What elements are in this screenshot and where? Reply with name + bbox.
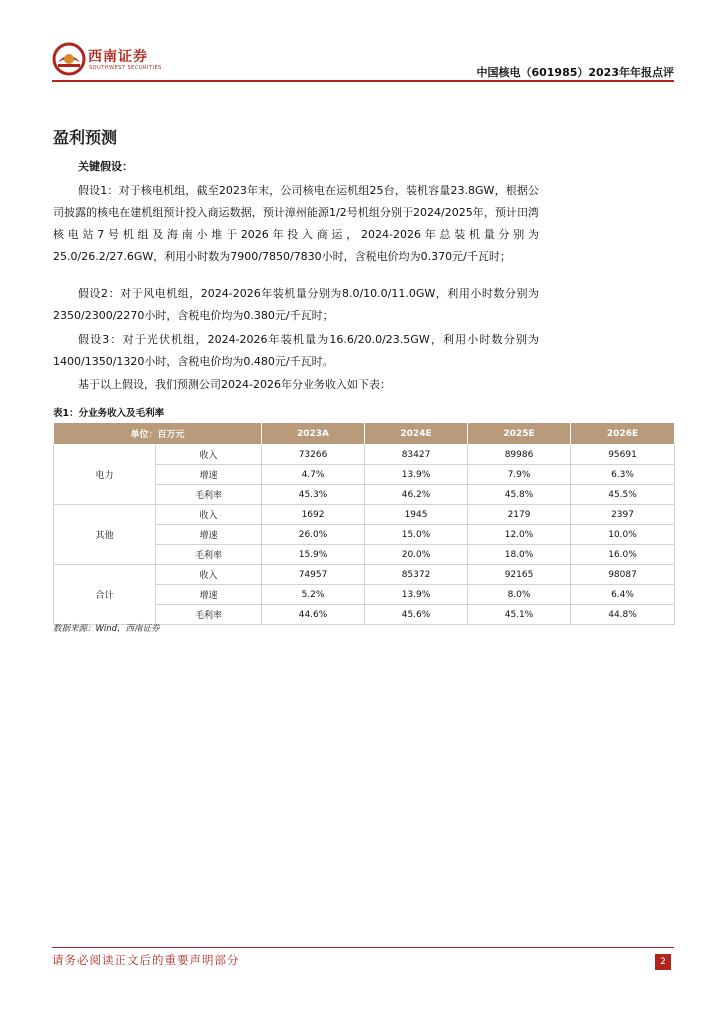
assumption-1-paragraph: 假设1：对于核电机组，截至2023年末，公司核电在运机组25台，装机容量23.8GW，根据公司披露的核电在建机组预计投入商运数据，预计漳州能源1/2号机组分别于2024/2025年，预计田湾核电站7号机组及海南小堆于2026年投入商运，2024-2026年总装机量分别为25.0/26.2/27.6GW，利用小时数为7900/7850/7830小时，含税电价均为0.370元/千瓦时； bbox=[53, 184, 539, 263]
summary-paragraph: 基于以上假设，我们预测公司2024-2026年分业务收入如下表： bbox=[78, 378, 391, 391]
footer-divider bbox=[52, 947, 674, 948]
table-cell: 13.9% bbox=[365, 585, 468, 605]
logo-chinese-name: 西南证券 bbox=[88, 49, 148, 65]
page-number: 2 bbox=[655, 954, 671, 970]
table-cell: 20.0% bbox=[365, 545, 468, 565]
table-cell: 4.7% bbox=[262, 465, 365, 485]
metric-label: 增速 bbox=[156, 465, 262, 485]
page-header bbox=[52, 40, 674, 82]
metric-label: 增速 bbox=[156, 525, 262, 545]
table-cell: 83427 bbox=[365, 445, 468, 465]
table-cell: 6.3% bbox=[571, 465, 675, 485]
segment-label: 其他 bbox=[54, 505, 156, 565]
key-assumptions-title: 关键假设： bbox=[78, 160, 133, 173]
table-cell: 45.1% bbox=[468, 605, 571, 625]
metric-label: 收入 bbox=[156, 445, 262, 465]
table-cell: 95691 bbox=[571, 445, 675, 465]
table-cell: 45.5% bbox=[571, 485, 675, 505]
table-cell: 46.2% bbox=[365, 485, 468, 505]
year-header: 2024E bbox=[365, 423, 468, 445]
table-cell: 1945 bbox=[365, 505, 468, 525]
table-cell: 73266 bbox=[262, 445, 365, 465]
table-cell: 85372 bbox=[365, 565, 468, 585]
table-cell: 2397 bbox=[571, 505, 675, 525]
table-row bbox=[54, 565, 675, 585]
footer-disclaimer: 请务必阅读正文后的重要声明部分 bbox=[52, 953, 240, 967]
revenue-margin-table bbox=[53, 422, 674, 625]
assumption-2-paragraph: 假设2：对于风电机组，2024-2026年装机量分别为8.0/10.0/11.0GW，利用小时数分别为2350/2300/2270小时，含税电价均为0.380元/千瓦时； bbox=[53, 287, 539, 322]
table-cell: 16.0% bbox=[571, 545, 675, 565]
table-cell: 8.0% bbox=[468, 585, 571, 605]
segment-label: 合计 bbox=[54, 565, 156, 625]
year-header: 2025E bbox=[468, 423, 571, 445]
table-row bbox=[54, 445, 675, 465]
metric-label: 增速 bbox=[156, 585, 262, 605]
metric-label: 毛利率 bbox=[156, 545, 262, 565]
year-header: 2023A bbox=[262, 423, 365, 445]
table-cell: 98087 bbox=[571, 565, 675, 585]
table-row bbox=[54, 505, 675, 525]
year-header: 2026E bbox=[571, 423, 675, 445]
table-cell: 26.0% bbox=[262, 525, 365, 545]
table-cell: 13.9% bbox=[365, 465, 468, 485]
table-caption: 表1：分业务收入及毛利率 bbox=[53, 408, 165, 419]
metric-label: 收入 bbox=[156, 505, 262, 525]
table-cell: 1692 bbox=[262, 505, 365, 525]
table-cell: 7.9% bbox=[468, 465, 571, 485]
metric-label: 毛利率 bbox=[156, 485, 262, 505]
metric-label: 收入 bbox=[156, 565, 262, 585]
report-title: 中国核电（601985）2023年年报点评 bbox=[476, 66, 674, 79]
table-cell: 15.9% bbox=[262, 545, 365, 565]
data-source-note: 数据来源：Wind，西南证券 bbox=[53, 624, 160, 634]
southwest-securities-logo-icon bbox=[52, 42, 86, 76]
table-cell: 15.0% bbox=[365, 525, 468, 545]
table-header-row bbox=[54, 423, 675, 445]
table-cell: 10.0% bbox=[571, 525, 675, 545]
table-cell: 5.2% bbox=[262, 585, 365, 605]
table-cell: 89986 bbox=[468, 445, 571, 465]
table-cell: 45.3% bbox=[262, 485, 365, 505]
assumption-3-paragraph: 假设3：对于光伏机组，2024-2026年装机量为16.6/20.0/23.5GW，利用小时数分别为1400/1350/1320小时，含税电价均为0.480元/千瓦时。 bbox=[53, 333, 539, 368]
table-cell: 6.4% bbox=[571, 585, 675, 605]
table-cell: 18.0% bbox=[468, 545, 571, 565]
logo-english-name: SOUTHWEST SECURITIES bbox=[89, 65, 162, 71]
table-cell: 74957 bbox=[262, 565, 365, 585]
table-cell: 44.6% bbox=[262, 605, 365, 625]
segment-label: 电力 bbox=[54, 445, 156, 505]
table-cell: 92165 bbox=[468, 565, 571, 585]
table-cell: 44.8% bbox=[571, 605, 675, 625]
table-cell: 2179 bbox=[468, 505, 571, 525]
table-cell: 45.8% bbox=[468, 485, 571, 505]
metric-label: 毛利率 bbox=[156, 605, 262, 625]
unit-header: 单位：百万元 bbox=[54, 423, 262, 445]
table-cell: 45.6% bbox=[365, 605, 468, 625]
section-title: 盈利预测 bbox=[53, 128, 118, 147]
header-divider bbox=[52, 80, 674, 82]
table-cell: 12.0% bbox=[468, 525, 571, 545]
